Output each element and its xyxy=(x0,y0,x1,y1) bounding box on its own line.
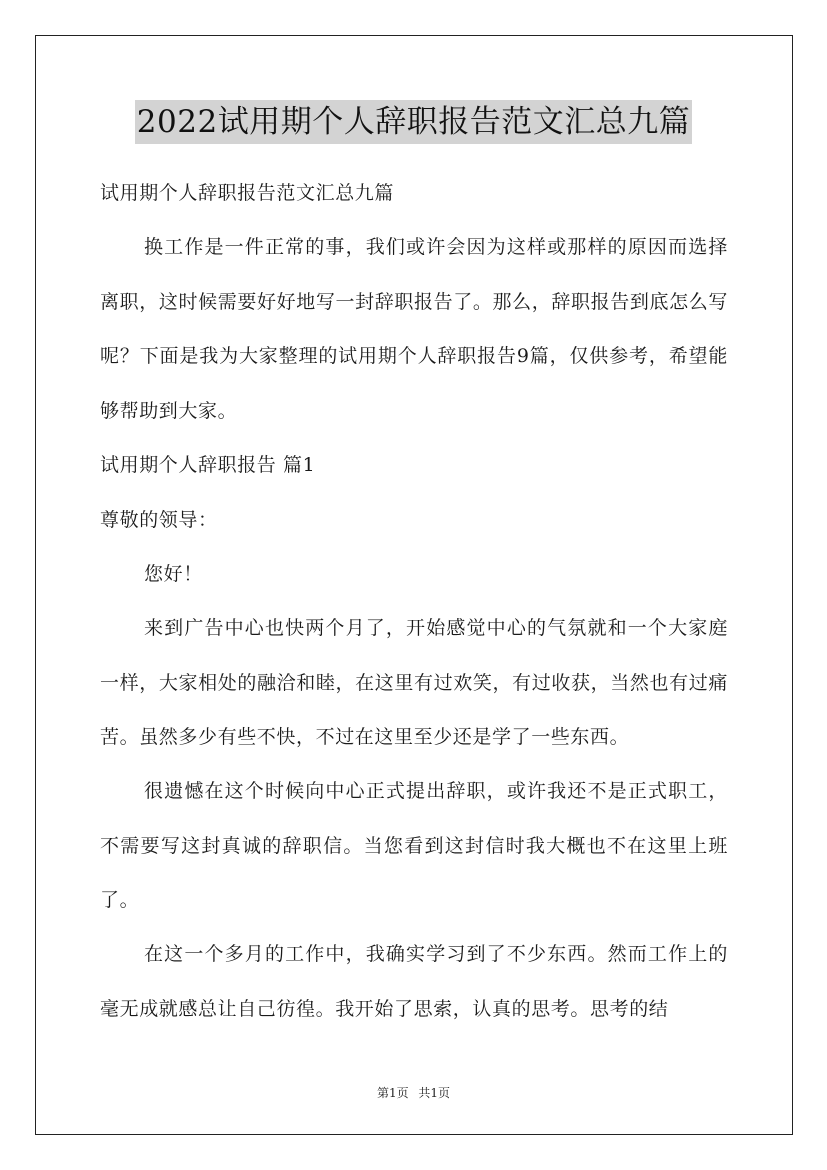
intro-paragraph: 换工作是一件正常的事，我们或许会因为这样或那样的原因而选择离职，这时候需要好好地写一封辞职报告了。那么，辞职报告到底怎么写呢？下面是我为大家整理的试用期个人辞职报告9篇，仅供参考，希望能够帮助到大家。 xyxy=(100,236,728,422)
document-title: 2022试用期个人辞职报告范文汇总九篇 xyxy=(135,100,692,144)
body-paragraph-2: 很遗憾在这个时候向中心正式提出辞职，或许我还不是正式职工，不需要写这封真诚的辞职信。当您看到这封信时我大概也不在这里上班了。 xyxy=(100,780,728,911)
page-footer xyxy=(0,1084,827,1101)
page-total: 共1页 xyxy=(418,1086,451,1100)
greeting: 您好！ xyxy=(144,563,203,585)
section-heading: 试用期个人辞职报告 篇1 xyxy=(100,454,316,476)
body-paragraph-1: 来到广告中心也快两个月了，开始感觉中心的气氛就和一个大家庭一样，大家相处的融洽和睦，在这里有过欢笑，有过收获，当然也有过痛苦。虽然多少有些不快，不过在这里至少还是学了一些东西。 xyxy=(100,617,728,748)
body-paragraph-3: 在这一个多月的工作中，我确实学习到了不少东西。然而工作上的毫无成就感总让自己彷徨。我开始了思索，认真的思考。思考的结 xyxy=(100,943,728,1020)
page-number: 第1页 xyxy=(376,1086,409,1100)
salutation: 尊敬的领导： xyxy=(100,509,218,531)
document-subtitle: 试用期个人辞职报告范文汇总九篇 xyxy=(100,182,395,204)
title-container xyxy=(0,100,827,144)
